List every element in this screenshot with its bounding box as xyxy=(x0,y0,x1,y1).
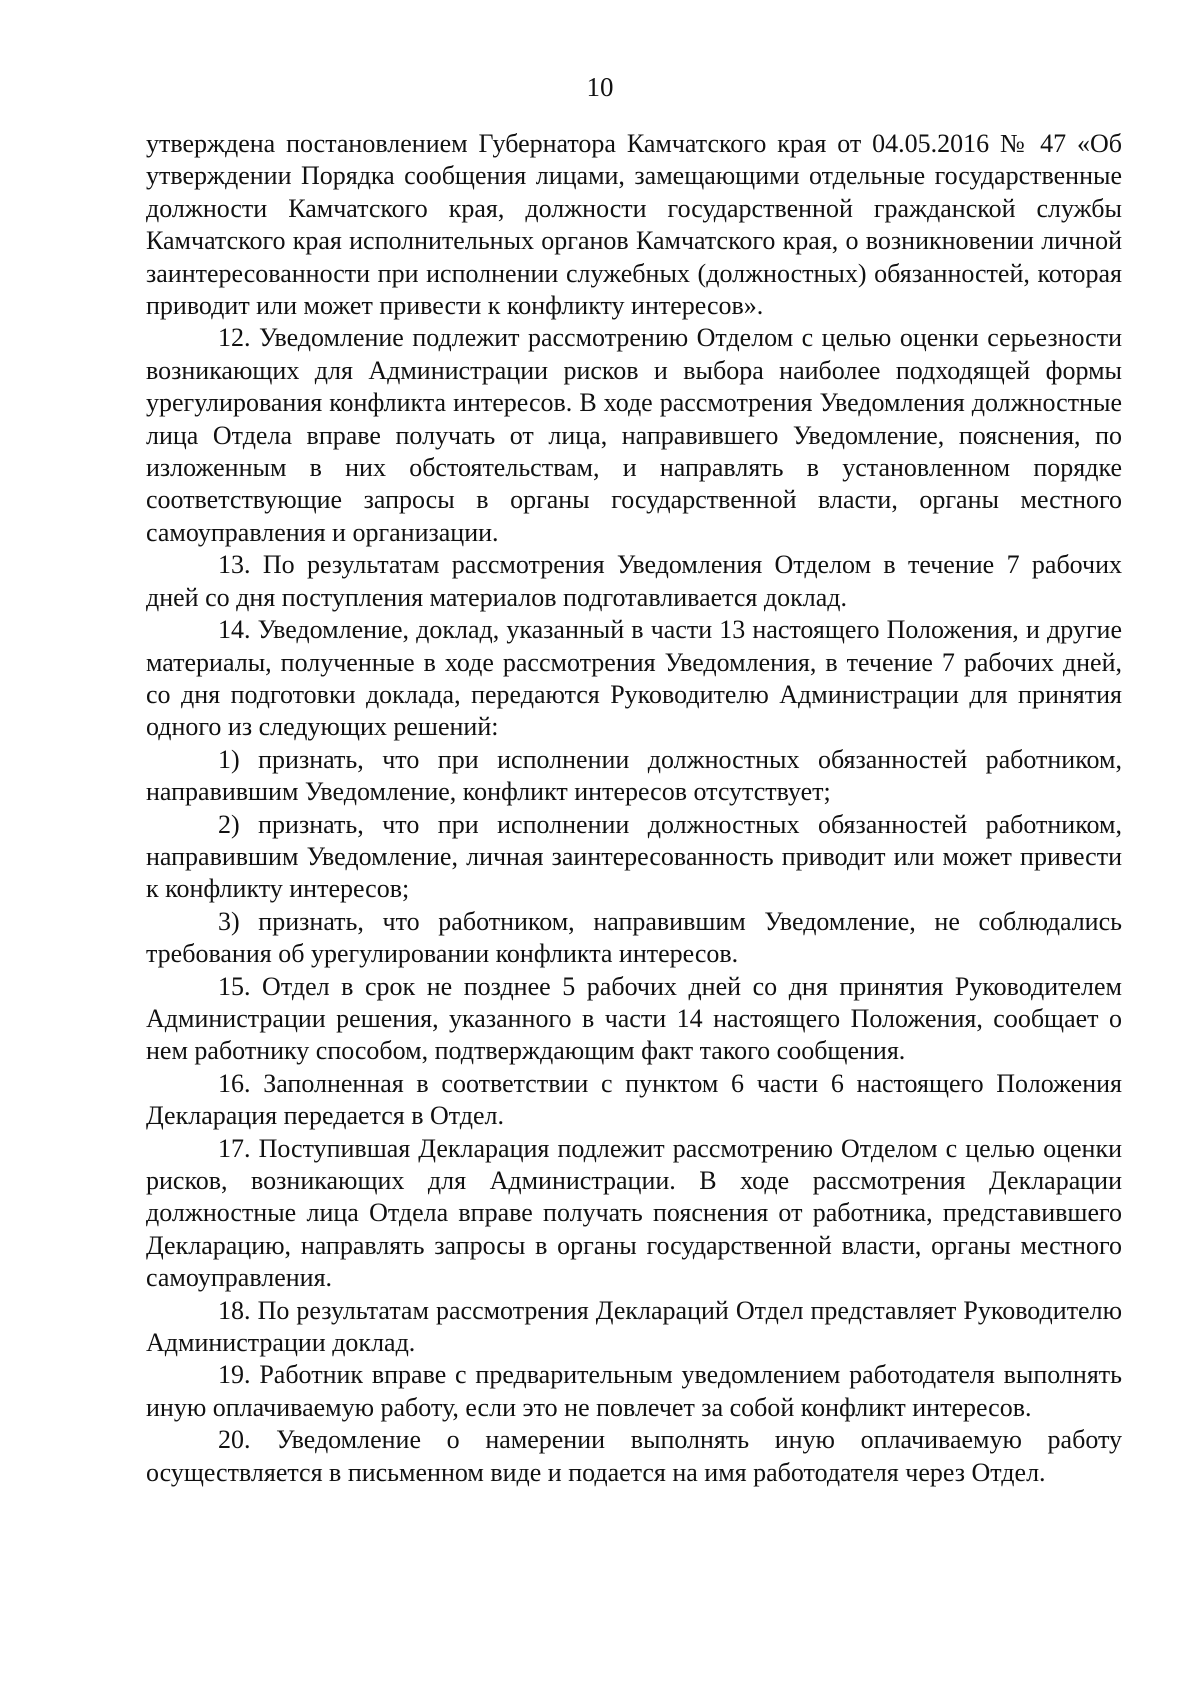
paragraph-16: 16. Заполненная в соответствии с пунктом 6 части 6 настоящего Положения Декларация передается в Отдел. xyxy=(146,1068,1122,1131)
paragraph-14: 14. Уведомление, доклад, указанный в части 13 настоящего Положения, и другие материалы, полученные в ходе рассмотрения Уведомления, в течение 7 рабочих дней, со дня подготовки доклада, передаются Руководителю Администрации для принятия одного из следующих решений: xyxy=(146,615,1122,742)
paragraph-14-item-1: 1) признать, что при исполнении должностных обязанностей работником, направившим Уведомление, конфликт интересов отсутствует; xyxy=(146,744,1122,807)
paragraph-14-item-2: 2) признать, что при исполнении должностных обязанностей работником, направившим Уведомление, личная заинтересованность приводит или может привести к конфликту интересов; xyxy=(146,809,1122,904)
paragraph-17: 17. Поступившая Декларация подлежит рассмотрению Отделом с целью оценки рисков, возникающих для Администрации. В ходе рассмотрения Декларации должностные лица Отдела вправе получать пояснения от работника, представившего Декларацию, направлять запросы в органы государственной власти, органы местного самоуправления. xyxy=(146,1133,1122,1293)
paragraph-13: 13. По результатам рассмотрения Уведомления Отделом в течение 7 рабочих дней со дня поступления материалов подготавливается доклад. xyxy=(146,550,1122,612)
paragraph-15: 15. Отдел в срок не позднее 5 рабочих дней со дня принятия Руководителем Администрации решения, указанного в части 14 настоящего Положения, сообщает о нем работнику способом, подтверждающим факт такого сообщения. xyxy=(146,971,1122,1066)
paragraph-20: 20. Уведомление о намерении выполнять иную оплачиваемую работу осуществляется в письменном виде и подается на имя работодателя через Отдел. xyxy=(146,1425,1122,1487)
paragraph-12: 12. Уведомление подлежит рассмотрению Отделом с целью оценки серьезности возникающих для Администрации рисков и выбора наиболее подходящей формы урегулирования конфликта интересов. В ходе рассмотрения Уведомления должностные лица Отдела вправе получать от лица, направившего Уведомление, пояснения, по изложенным в них обстоятельствам, и направлять в установленном порядке соответствующие запросы в органы государственной власти, органы местного самоуправления и организации. xyxy=(146,323,1122,547)
paragraph-14-item-3: 3) признать, что работником, направившим Уведомление, не соблюдались требования об урегулировании конфликта интересов. xyxy=(146,906,1122,969)
document-body xyxy=(146,128,1122,1489)
page-number: 10 xyxy=(586,72,614,102)
paragraph-intro: утверждена постановлением Губернатора Камчатского края от 04.05.2016 № 47 «Об утверждении Порядка сообщения лицами, замещающими отдельные государственные должности Камчатского края, должности государственной гражданской службы Камчатского края исполнительных органов Камчатского края, о возникновении личной заинтересованности при исполнении служебных (должностных) обязанностей, которая приводит или может привести к конфликту интересов». xyxy=(146,129,1122,321)
paragraph-18: 18. По результатам рассмотрения Деклараций Отдел представляет Руководителю Администрации доклад. xyxy=(146,1295,1122,1358)
paragraph-19: 19. Работник вправе с предварительным уведомлением работодателя выполнять иную оплачиваемую работу, если это не повлечет за собой конфликт интересов. xyxy=(146,1360,1122,1422)
